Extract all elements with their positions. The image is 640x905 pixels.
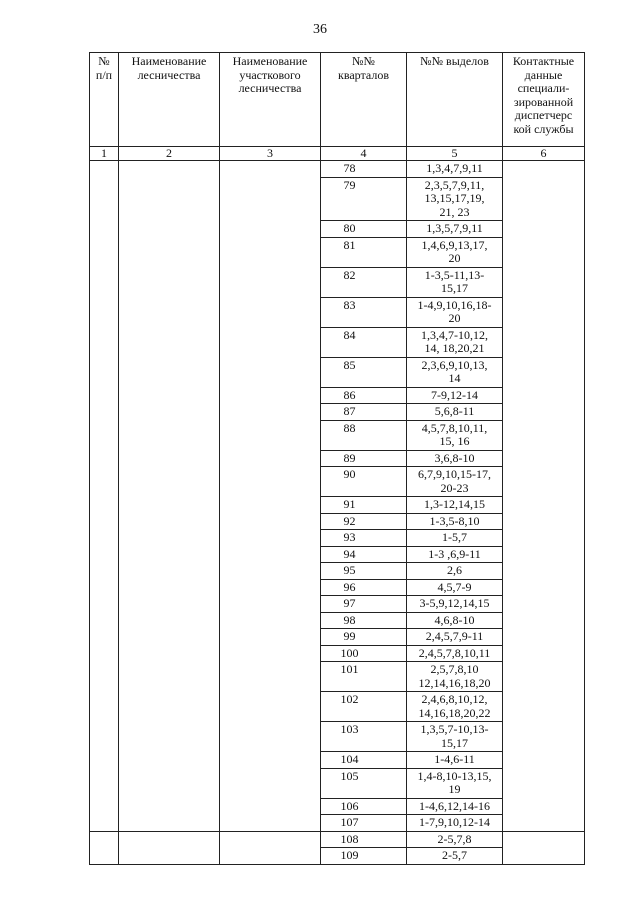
- sections-cell: 2,6: [407, 563, 503, 580]
- quarter-cell: 104: [321, 752, 407, 769]
- quarter-cell: 80: [321, 221, 407, 238]
- table-row: [90, 161, 585, 178]
- sections-cell: 2,3,5,7,9,11, 13,15,17,19, 21, 23: [407, 177, 503, 221]
- quarter-cell: 82: [321, 267, 407, 297]
- header-row: [90, 53, 585, 147]
- quarter-cell: 78: [321, 161, 407, 178]
- sections-cell: 1,4,6,9,13,17, 20: [407, 237, 503, 267]
- sections-cell: 2,4,5,7,9-11: [407, 629, 503, 646]
- sections-cell: 1,3,5,7-10,13- 15,17: [407, 722, 503, 752]
- header-dispatch-contacts: Контактные данные специали- зированной диспетчерс кой службы: [503, 53, 585, 147]
- blank-forestry-cell: [119, 161, 220, 832]
- quarter-cell: 96: [321, 579, 407, 596]
- quarter-cell: 101: [321, 662, 407, 692]
- sections-cell: 4,5,7,8,10,11, 15, 16: [407, 420, 503, 450]
- sections-cell: 2,3,6,9,10,13, 14: [407, 357, 503, 387]
- page-number: 36: [313, 22, 327, 37]
- quarter-cell: 91: [321, 497, 407, 514]
- quarter-cell: 81: [321, 237, 407, 267]
- table-body-group-2: [90, 831, 585, 864]
- column-number: 1: [90, 147, 119, 161]
- sections-cell: 1-3 ,6,9-11: [407, 546, 503, 563]
- quarter-cell: 83: [321, 297, 407, 327]
- sections-cell: 3,6,8-10: [407, 450, 503, 467]
- sections-cell: 1-4,6,12,14-16: [407, 798, 503, 815]
- quarter-cell: 79: [321, 177, 407, 221]
- column-number: 2: [119, 147, 220, 161]
- quarter-cell: 89: [321, 450, 407, 467]
- quarter-cell: 97: [321, 596, 407, 613]
- blank-district-cell: [220, 831, 321, 864]
- quarter-cell: 103: [321, 722, 407, 752]
- sections-cell: 2,4,5,7,8,10,11: [407, 645, 503, 662]
- blank-number-cell: [90, 161, 119, 832]
- sections-cell: 5,6,8-11: [407, 404, 503, 421]
- blank-number-cell: [90, 831, 119, 864]
- quarter-cell: 84: [321, 327, 407, 357]
- quarter-cell: 87: [321, 404, 407, 421]
- header-district-forestry-name: Наименование участкового лесничества: [220, 53, 321, 147]
- quarter-cell: 109: [321, 848, 407, 865]
- quarter-cell: 106: [321, 798, 407, 815]
- blank-forestry-cell: [119, 831, 220, 864]
- quarter-cell: 99: [321, 629, 407, 646]
- quarter-cell: 95: [321, 563, 407, 580]
- sections-cell: 2,5,7,8,10 12,14,16,18,20: [407, 662, 503, 692]
- blank-contacts-cell: [503, 161, 585, 832]
- sections-cell: 1-3,5-8,10: [407, 513, 503, 530]
- quarter-cell: 98: [321, 612, 407, 629]
- column-numbers-row: [90, 147, 585, 161]
- sections-cell: 2-5,7,8: [407, 831, 503, 848]
- sections-cell: 1,3,5,7,9,11: [407, 221, 503, 238]
- header-forestry-name: Наименование лесничества: [119, 53, 220, 147]
- sections-cell: 1,3,4,7-10,12, 14, 18,20,21: [407, 327, 503, 357]
- sections-cell: 1,3-12,14,15: [407, 497, 503, 514]
- column-number: 3: [220, 147, 321, 161]
- column-number: 5: [407, 147, 503, 161]
- quarter-cell: 105: [321, 768, 407, 798]
- quarter-cell: 88: [321, 420, 407, 450]
- quarter-cell: 90: [321, 467, 407, 497]
- sections-cell: 1,4-8,10-13,15, 19: [407, 768, 503, 798]
- blank-district-cell: [220, 161, 321, 832]
- quarter-cell: 107: [321, 815, 407, 832]
- header-sections: №№ выделов: [407, 53, 503, 147]
- sections-cell: 1-3,5-11,13- 15,17: [407, 267, 503, 297]
- quarter-cell: 108: [321, 831, 407, 848]
- sections-cell: 1-7,9,10,12-14: [407, 815, 503, 832]
- quarter-cell: 92: [321, 513, 407, 530]
- sections-cell: 3-5,9,12,14,15: [407, 596, 503, 613]
- quarter-cell: 102: [321, 692, 407, 722]
- header-quarters: №№ кварталов: [321, 53, 407, 147]
- sections-cell: 2,4,6,8,10,12, 14,16,18,20,22: [407, 692, 503, 722]
- header-number: № п/п: [90, 53, 119, 147]
- sections-cell: 1-4,9,10,16,18- 20: [407, 297, 503, 327]
- sections-cell: 4,5,7-9: [407, 579, 503, 596]
- forestry-table: [89, 52, 585, 865]
- quarter-cell: 100: [321, 645, 407, 662]
- table-body-group-1: [90, 161, 585, 832]
- sections-cell: 2-5,7: [407, 848, 503, 865]
- column-number: 4: [321, 147, 407, 161]
- blank-contacts-cell: [503, 831, 585, 864]
- sections-cell: 1-4,6-11: [407, 752, 503, 769]
- sections-cell: 1-5,7: [407, 530, 503, 547]
- quarter-cell: 94: [321, 546, 407, 563]
- quarter-cell: 93: [321, 530, 407, 547]
- sections-cell: 4,6,8-10: [407, 612, 503, 629]
- quarter-cell: 85: [321, 357, 407, 387]
- quarter-cell: 86: [321, 387, 407, 404]
- sections-cell: 6,7,9,10,15-17, 20-23: [407, 467, 503, 497]
- column-number: 6: [503, 147, 585, 161]
- sections-cell: 7-9,12-14: [407, 387, 503, 404]
- sections-cell: 1,3,4,7,9,11: [407, 161, 503, 178]
- table-row: [90, 831, 585, 848]
